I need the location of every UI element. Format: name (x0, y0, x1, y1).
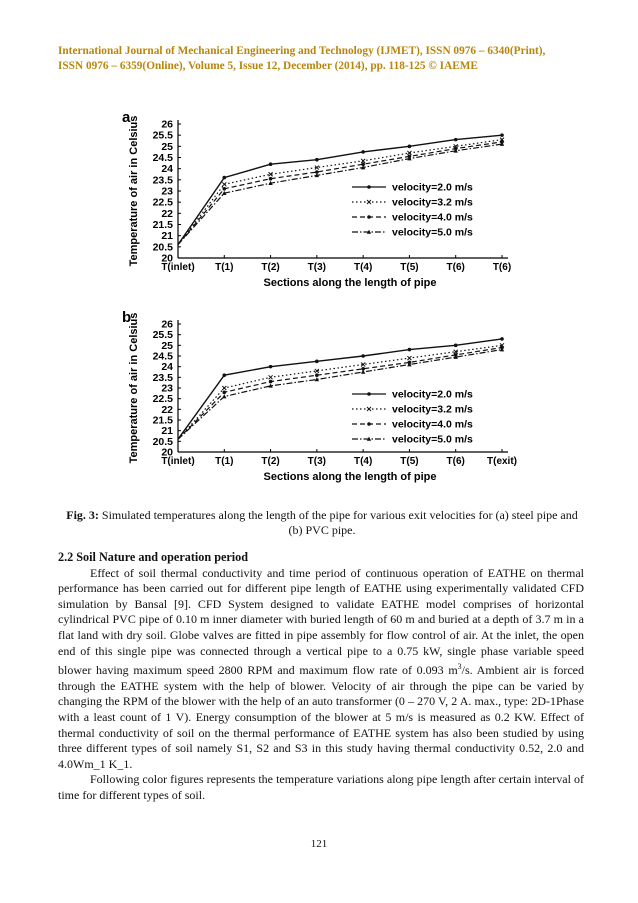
data-point-s1 (408, 348, 412, 352)
legend-label-1: velocity=2.0 m/s (392, 181, 473, 194)
data-point-s3 (269, 177, 273, 181)
x-tick-label: T(inlet) (161, 456, 195, 467)
chart-panel-b (120, 302, 520, 492)
data-point-s4 (361, 370, 365, 374)
x-tick-label: T(3) (307, 262, 327, 273)
y-tick-label: 20 (161, 446, 173, 459)
y-tick-label: 21 (161, 425, 173, 438)
caption-label: Fig. 3: (66, 508, 99, 522)
paragraph-1-part-1: Effect of soil thermal conductivity and time period of continuous operation of EATHE on thermal performance has been carried out for different pipe length of EATHE using experimentally validated CFD simulation by Bansal [9]. CFD System designed to validate EATHE model comprises of horizontal cylindrical PVC pipe of 0.10 m inner diameter with buried length of 60 m and buried at a depth of 3.7 m in a flat land with dry soil. Globe valves are fitted in pipe assembly for flow control of air. At the inlet, the open end of this single pipe was connected through a vertical pipe to a 0.75 kW, single phase variable speed blower having maximum speed 2800 RPM and maximum flow rate of 0.093 m (58, 565, 584, 678)
y-tick-label: 20.5 (152, 435, 173, 448)
legend-label-4: velocity=5.0 m/s (392, 226, 473, 239)
panel-label: a (122, 109, 131, 126)
x-tick-label: T(4) (353, 456, 373, 467)
x-tick-label: T(exit) (487, 456, 517, 467)
y-tick-label: 24.5 (152, 350, 173, 363)
legend-marker-3 (367, 215, 371, 219)
panel-label: b (122, 309, 132, 326)
y-tick-label: 21 (161, 230, 173, 243)
data-point-s2 (361, 159, 365, 163)
y-tick-label: 20 (161, 252, 173, 265)
data-point-s1 (408, 145, 412, 149)
data-point-s1 (315, 360, 319, 364)
superscript-3: 3 (457, 662, 462, 672)
data-point-s1 (500, 133, 504, 137)
data-point-s3 (315, 373, 319, 377)
caption-text: Simulated temperatures along the length of the pipe for various exit velocities for (a) steel pipe and (b) PVC pipe. (98, 508, 578, 537)
y-tick-label: 21.5 (152, 414, 173, 427)
x-tick-label: T(1) (215, 456, 234, 467)
header-line-1: International Journal of Mechanical Engineering and Technology (IJMET), ISSN 0976 – 6340(Print), (58, 45, 546, 57)
paragraph-2: Following color figures represents the temperature variations along pipe length after certain interval of time for different types of soil. (58, 772, 584, 802)
chart-panel-a (120, 109, 520, 297)
data-point-s1 (454, 344, 458, 348)
x-axis-label: Sections along the length of pipe (263, 471, 437, 483)
legend-marker-3 (367, 422, 371, 426)
y-tick-label: 23.5 (152, 174, 173, 187)
x-tick-label: T(6) (446, 456, 465, 467)
y-tick-label: 22.5 (152, 196, 173, 209)
x-tick-label: T(inlet) (161, 262, 195, 273)
data-point-s3 (269, 380, 273, 384)
y-tick-label: 24 (161, 361, 173, 374)
data-point-s3 (222, 390, 226, 394)
section-heading: 2.2 Soil Nature and operation period (58, 550, 249, 564)
legend-marker-1 (367, 392, 371, 396)
x-tick-label: T(5) (400, 456, 419, 467)
y-tick-label: 25 (161, 339, 173, 352)
x-tick-label: T(5) (400, 262, 419, 273)
legend-label-2: velocity=3.2 m/s (392, 403, 473, 416)
data-point-s1 (361, 150, 365, 154)
y-tick-label: 24.5 (152, 152, 173, 164)
x-tick-label: T(2) (261, 262, 280, 273)
y-tick-label: 26 (161, 318, 173, 331)
y-tick-label: 23.5 (152, 371, 173, 384)
data-point-s2 (222, 386, 226, 390)
data-point-s1 (361, 354, 365, 358)
y-tick-label: 22 (161, 207, 173, 220)
chart-a-svg (120, 109, 520, 297)
data-point-s2 (269, 375, 273, 379)
data-point-s1 (269, 365, 273, 369)
legend-label-3: velocity=4.0 m/s (392, 418, 473, 431)
y-tick-label: 25.5 (152, 129, 173, 142)
y-tick-label: 22.5 (152, 393, 173, 406)
x-tick-label: T(2) (261, 456, 280, 467)
y-tick-label: 25 (161, 140, 173, 153)
data-point-s4 (222, 394, 226, 398)
legend-label-1: velocity=2.0 m/s (392, 388, 473, 401)
legend-marker-2 (367, 200, 371, 204)
chart-b-svg (120, 302, 520, 492)
legend-marker-2 (367, 407, 371, 411)
journal-header (58, 44, 586, 73)
legend-label-3: velocity=4.0 m/s (392, 211, 473, 224)
data-point-s2 (407, 356, 411, 360)
y-tick-label: 20.5 (152, 241, 173, 254)
paragraph-1 (58, 566, 584, 773)
data-point-s1 (500, 337, 504, 341)
section-body (58, 550, 584, 804)
y-tick-label: 25.5 (152, 329, 173, 342)
y-tick-label: 22 (161, 403, 173, 416)
y-tick-label: 24 (161, 163, 173, 176)
data-point-s1 (269, 162, 273, 166)
legend-label-4: velocity=5.0 m/s (392, 433, 473, 446)
y-tick-label: 23 (161, 382, 173, 395)
y-tick-label: 21.5 (152, 219, 173, 231)
y-tick-label: 23 (161, 185, 173, 198)
y-axis-label: Temperature of air in Celsius (128, 115, 140, 267)
data-point-s1 (222, 373, 226, 377)
paragraph-1-part-2: /s. Ambient air is forced through the EATHE system with the help of blower. Velocity of air through the pipe can be varied by changing the RPM of the blower with the help of an auto transformer (0 – 270 V, 2 A. max., type: 2D-1Phase with a least count of 1 V). Energy consumption of the blower at 5 m/s is measured as 0.2 KW. Effect of thermal conductivity of soil on the thermal performance of EATHE system has also been studied by using three different types of soil namely S1, S2 and S3 in this study having thermal conductivity 0.52, 2.0 and 4.0Wm_1 K_1. (58, 663, 584, 771)
header-line-2: ISSN 0976 – 6359(Online), Volume 5, Issue 12, December (2014), pp. 118-125 © IAEME (58, 59, 478, 72)
data-point-s1 (222, 176, 226, 180)
data-point-s1 (454, 138, 458, 142)
legend-label-2: velocity=3.2 m/s (392, 196, 473, 209)
x-tick-label: T(4) (353, 262, 373, 273)
x-tick-label: T(3) (307, 456, 327, 467)
x-tick-label: T(6) (492, 262, 512, 273)
x-tick-label: T(1) (215, 262, 234, 273)
data-point-s3 (222, 187, 226, 191)
legend-marker-1 (367, 185, 371, 189)
data-point-s1 (315, 158, 319, 162)
x-axis-label: Sections along the length of pipe (263, 277, 437, 289)
x-tick-label: T(6) (446, 262, 465, 273)
y-axis-label: Temperature of air in Celsius (128, 312, 140, 464)
page-number: 121 (310, 838, 328, 850)
y-tick-label: 26 (161, 118, 173, 131)
figure-caption (58, 508, 586, 538)
